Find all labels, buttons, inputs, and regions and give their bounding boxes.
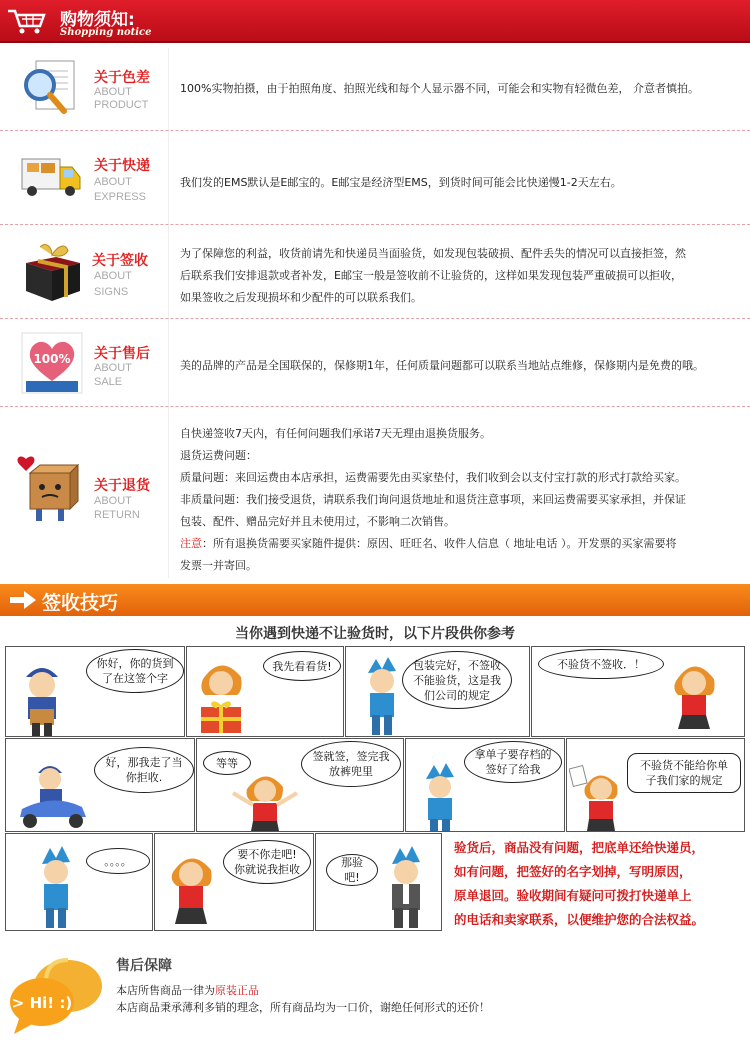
comic-panel xyxy=(154,833,314,931)
notice-en-2: EXPRESS xyxy=(94,191,146,203)
comic-panel xyxy=(5,833,153,931)
notice-line: 包装、配件、赠品完好并且未使用过，不影响二次销售。 xyxy=(180,515,455,528)
notice-line xyxy=(180,533,738,555)
notice-row-aftersale xyxy=(0,319,750,407)
comic-panel xyxy=(5,738,195,832)
notice-line: 非质量问题：我们接受退货，请联系我们询问退货地址和退货注意事项，来回运费需要买家承担，并保证 xyxy=(180,493,686,506)
comic-panel xyxy=(531,646,745,737)
cart-icon xyxy=(6,7,48,35)
hi-badge-text: > Hi! :) xyxy=(11,994,73,1012)
svg-text:100%: 100% xyxy=(33,352,71,366)
notice-en-2: RETURN xyxy=(94,509,140,521)
tips-note xyxy=(448,832,748,932)
comic-panel xyxy=(315,833,442,931)
speech-bubble: 等等 xyxy=(203,751,251,775)
band-title: 签收技巧 xyxy=(42,592,119,614)
after-sale-line-2: 本店商品秉承薄利多销的理念，所有商品均为一口价，谢绝任何形式的还价！ xyxy=(116,1001,490,1014)
after-sale-line-1-text: 本店所售商品一律为 xyxy=(116,984,215,997)
speech-bubble: 好，那我走了当你拒收. xyxy=(94,747,194,793)
speech-bubble: 不验货不签收．！ xyxy=(538,649,664,679)
speech-bubble: 要不你走吧!你就说我拒收 xyxy=(223,840,311,884)
notice-line: 为了保障您的利益，收货前请先和快递员当面验货，如发现包装破损、配件丢失的情况可以直接拒签，然 xyxy=(180,247,686,260)
tips-note-line: 原单退回。验收期间有疑问可拨打快递单上 xyxy=(454,888,692,903)
speech-bubble: 拿单子要存档的签好了给我 xyxy=(464,741,562,783)
arrow-right-icon xyxy=(10,591,36,609)
notice-line: 退货运费问题： xyxy=(180,449,257,462)
genuine-highlight: 原装正品 xyxy=(215,984,259,997)
notice-en-2: SIGNS xyxy=(94,286,129,298)
heart-stamp-icon xyxy=(18,329,86,397)
customer-girl-document-icon xyxy=(569,761,627,832)
notice-row-color xyxy=(0,45,750,131)
courier-boy-icon xyxy=(354,653,410,737)
speech-bubble: 你好，你的货到了在这签个字 xyxy=(86,649,184,693)
notice-row-express xyxy=(0,131,750,225)
comic-panel xyxy=(566,738,745,832)
sign-tips-band xyxy=(0,584,750,616)
comic-panel xyxy=(345,646,530,737)
courier-boy-icon xyxy=(412,761,468,832)
courier-scooter-icon xyxy=(14,751,94,832)
notice-line: 美的品牌的产品是全国联保的，保修期1年，任何质量问题都可以联系当地站点维修，保修期内是免费的哦。 xyxy=(180,359,704,372)
notice-text xyxy=(180,78,738,100)
courier-boy-suit-icon xyxy=(376,844,436,930)
comic-panel xyxy=(405,738,565,832)
speech-bubble: 。。。。 xyxy=(86,848,150,874)
notice-title: 关于签收 xyxy=(92,253,148,269)
shopping-notice-header xyxy=(0,0,750,43)
comic-panel xyxy=(186,646,344,737)
speech-bubble: 签就签，签完我放裤兜里 xyxy=(301,741,401,787)
header-subtitle: Shopping notice xyxy=(60,27,152,38)
speech-bubble: 那验吧! xyxy=(326,854,378,886)
customer-girl-angry-icon xyxy=(662,653,726,737)
notice-en-2: PRODUCT xyxy=(94,99,149,111)
notice-text xyxy=(180,243,738,309)
notice-en-2: SALE xyxy=(94,376,123,388)
tips-note-line: 如有问题，把签好的名字划掉，写明原因， xyxy=(454,864,692,879)
notice-text xyxy=(180,355,738,377)
customer-girl-icon xyxy=(191,653,251,737)
notice-line: 发票一并寄回。 xyxy=(180,559,257,572)
notice-row-sign xyxy=(0,225,750,319)
notice-en-1: ABOUT xyxy=(94,176,132,188)
comic-panel xyxy=(5,646,185,737)
magnifier-document-icon xyxy=(18,55,86,123)
comic-title: 当你遇到快递不让验货时，以下片段供你参考 xyxy=(235,626,515,642)
note-text: ：所有退换货需要买家随件提供：原因、旺旺名、收件人信息（ 地址电话 ）。开发票的买家需要将 xyxy=(202,537,677,550)
notice-line: 如果签收之后发现损坏和少配件的可以联系我们。 xyxy=(180,291,422,304)
speech-bubble: 我先看看货! xyxy=(263,651,341,681)
notice-line: 后联系我们安排退款或者补发，E邮宝一般是签收前不让验货的，这样如果发现包装严重破损可以拒收， xyxy=(180,269,682,282)
notice-line: 质量问题：来回运费由本店承担，运费需要先由买家垫付，我们收到会以支付宝打款的形式打款给买家。 xyxy=(180,471,686,484)
tips-note-line: 验货后，商品没有问题，把底单还给快递员， xyxy=(454,840,705,855)
notice-line: 自快递签收7天内，有任何问题我们承诺7天无理由退换货服务。 xyxy=(180,427,491,440)
after-sale-line-1 xyxy=(116,982,259,998)
notice-en-1: ABOUT xyxy=(94,86,132,98)
customer-girl-waving-icon xyxy=(227,767,303,832)
notice-row-return xyxy=(0,407,750,579)
speech-bubble: 包装完好，不签收不能验货，这是我们公司的规定 xyxy=(402,651,512,709)
notice-en-1: ABOUT xyxy=(94,270,132,282)
notice-title: 关于退货 xyxy=(94,478,150,494)
courier-boy-icon xyxy=(28,844,84,930)
header-title: 购物须知: xyxy=(60,10,135,30)
tips-note-line: 的电话和卖家联系，以便维护您的合法权益。 xyxy=(454,912,705,927)
notice-line: 100%实物拍摄，由于拍照角度、拍照光线和每个人显示器不同，可能会和实物有轻微色差， 介意者慎拍。 xyxy=(180,82,699,95)
notice-en-1: ABOUT xyxy=(94,495,132,507)
notice-title: 关于快递 xyxy=(94,158,150,174)
notice-en-1: ABOUT xyxy=(94,362,132,374)
speech-bubble: 不验货不能给你单子我们家的规定 xyxy=(627,753,741,793)
customer-girl-icon xyxy=(161,844,221,930)
note-label: 注意 xyxy=(180,537,202,550)
delivery-truck-icon xyxy=(18,145,86,213)
comic-panel xyxy=(196,738,404,832)
box-character-icon xyxy=(12,451,88,527)
notice-text xyxy=(180,172,738,194)
notice-title: 关于售后 xyxy=(94,346,150,362)
gift-box-icon xyxy=(18,237,86,305)
courier-figure-icon xyxy=(12,657,72,737)
notice-line: 我们发的EMS默认是E邮宝的。E邮宝是经济型EMS，到货时间可能会比快递慢1-2天左右。 xyxy=(180,176,622,189)
notice-text xyxy=(180,423,738,577)
after-sale-title: 售后保障 xyxy=(116,958,172,974)
notice-title: 关于色差 xyxy=(94,70,150,86)
hi-speech-icon xyxy=(6,952,106,1038)
